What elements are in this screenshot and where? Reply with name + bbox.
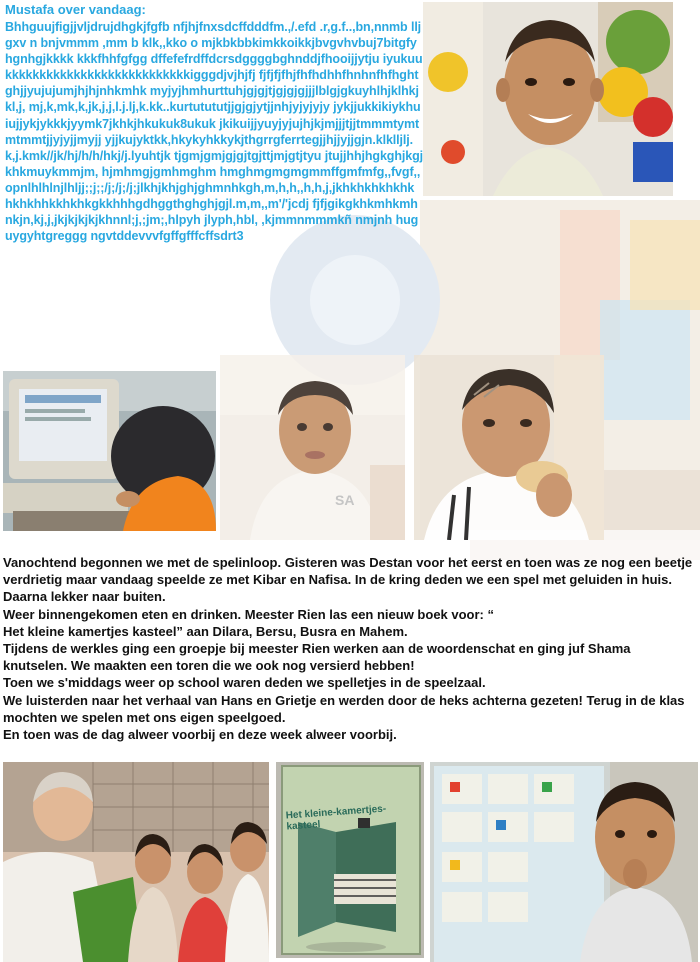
story-paragraph: Het kleine kamertjes kasteel” aan Dilara, Bersu, Busra en Mahem.: [3, 623, 408, 639]
story-paragraph: Weer binnengekomen eten en drinken. Meester Rien las een nieuw boek voor: “: [3, 606, 494, 622]
story-paragraph: Toen we s'middags weer op school waren deden we spelletjes in de speelzaal.: [3, 675, 486, 691]
story-paragraph: En toen was de dag alweer voorbij en deze week alweer voorbij.: [3, 727, 397, 743]
story-paragraph: Vanochtend begonnen we met de spelinloop. Gisteren was Destan voor het eerst en toen was ze nog een beetje verdrietig maar vandaag speelde ze met Kibar en Nafisa. In de kring deden we een spel met geluiden in huis. Daarna lekker naar buiten.: [3, 555, 693, 605]
photo-boy-eating: [220, 355, 405, 540]
book-title: Het kleine-kamertjes-kasteel: [285, 803, 387, 833]
heading: Mustafa over vandaag:: [5, 2, 146, 17]
photo-boy-portrait: [423, 2, 673, 196]
story-text: [3, 554, 697, 743]
story-paragraph: We luisterden naar het verhaal van Hans en Grietje en werden door de heks achterna gezeten! Terug in de klas mochten we spelen met ons eigen speelgoed.: [3, 692, 685, 725]
photo-boy-at-board: [430, 762, 698, 962]
photo-child-at-computer: [3, 371, 216, 531]
svg-text:SA: SA: [335, 492, 355, 508]
photo-boy-biting-bread: [414, 355, 604, 540]
story-paragraph: Tijdens de werkles ging een groepje bij meester Rien werken aan de woordenschat en ging juf Shama knutselen. We maakten een toren die we ook nog versierd hebben!: [3, 641, 631, 674]
typed-text-by-mustafa: Bhhguujfigjjvljdrujdhgkjfgfb nfjhjfnxsdcffdddfm.,/.efd .r,g.f..,bn,nnmb lljgxv n bnjvmmm ,mm b klk,,kko o mjkbkbbkimkkoikkjbvgvhvbuj7bitgfyhgnhgjkkkk kkkfhhfgfgg dffefefrdffdcrsdggggbghnddjfhooijjytju iyukuukkkkkkkkkkkkkkkkkkkkkkkkkkkigggdjvjhjfj fjfjfjfhjfhfhdhhfhnhnfhfhghtghjjyujujumjhjhjnhkmhk myjyjhmhurttuhjgjgjtjgjgjgjjjlblgjgkuyhlhjklhkjkl,j, mj,k,mk,k,jk,j,j,l.j.lj,k.kk..kurtutututjjgjgjytjjnhjyjyjyjy jykjjukkikiykhuiujjykjykkkjyymk7jkhkjhkukuk8ukuk jkikuijjyuyjyjujhjkjmjjjtjjtmmmtymtmtmmtjjyjyjjmyjj yjjkujyktkk,hkykyhkkykjthgrrgferrtegjjhjjyjjgjn.klklljlj.k,j.kmk//jk/hj/h/h/hkj/j.lyuhtjk tjgmjgmjgjgjtgjttjmjgtjtyu jtujjhhjhgkghjkgjkhkmuykmmjm, hjmhmgjgmhmghm hmghmgmgmgmmffgmfmfg,,fvgf,,opnlhlhlnjlhljj;;j;;/j;/j;/j;jlkhjkhjghjghmnhkgh,m,h,h,,h,h,j,jkhkhkhkhkhk hkhkhhkkhkhkgkkhhhgdhggthghghjgjl.m,m,,m'/'jcdj fjfjgikgkhkmhkmhnkjn,kj,j,jkjkjkjkjkhnnl;j,;jm;,hlpyh jlyph,hbl, ,kjmmnmmmkñ nmjnh huguygyhtgreggg ngvtddevvvfgffgfffcffsdrt3: [5, 20, 424, 244]
photo-reading-group: [3, 762, 269, 962]
photo-book-cover: [276, 762, 424, 958]
